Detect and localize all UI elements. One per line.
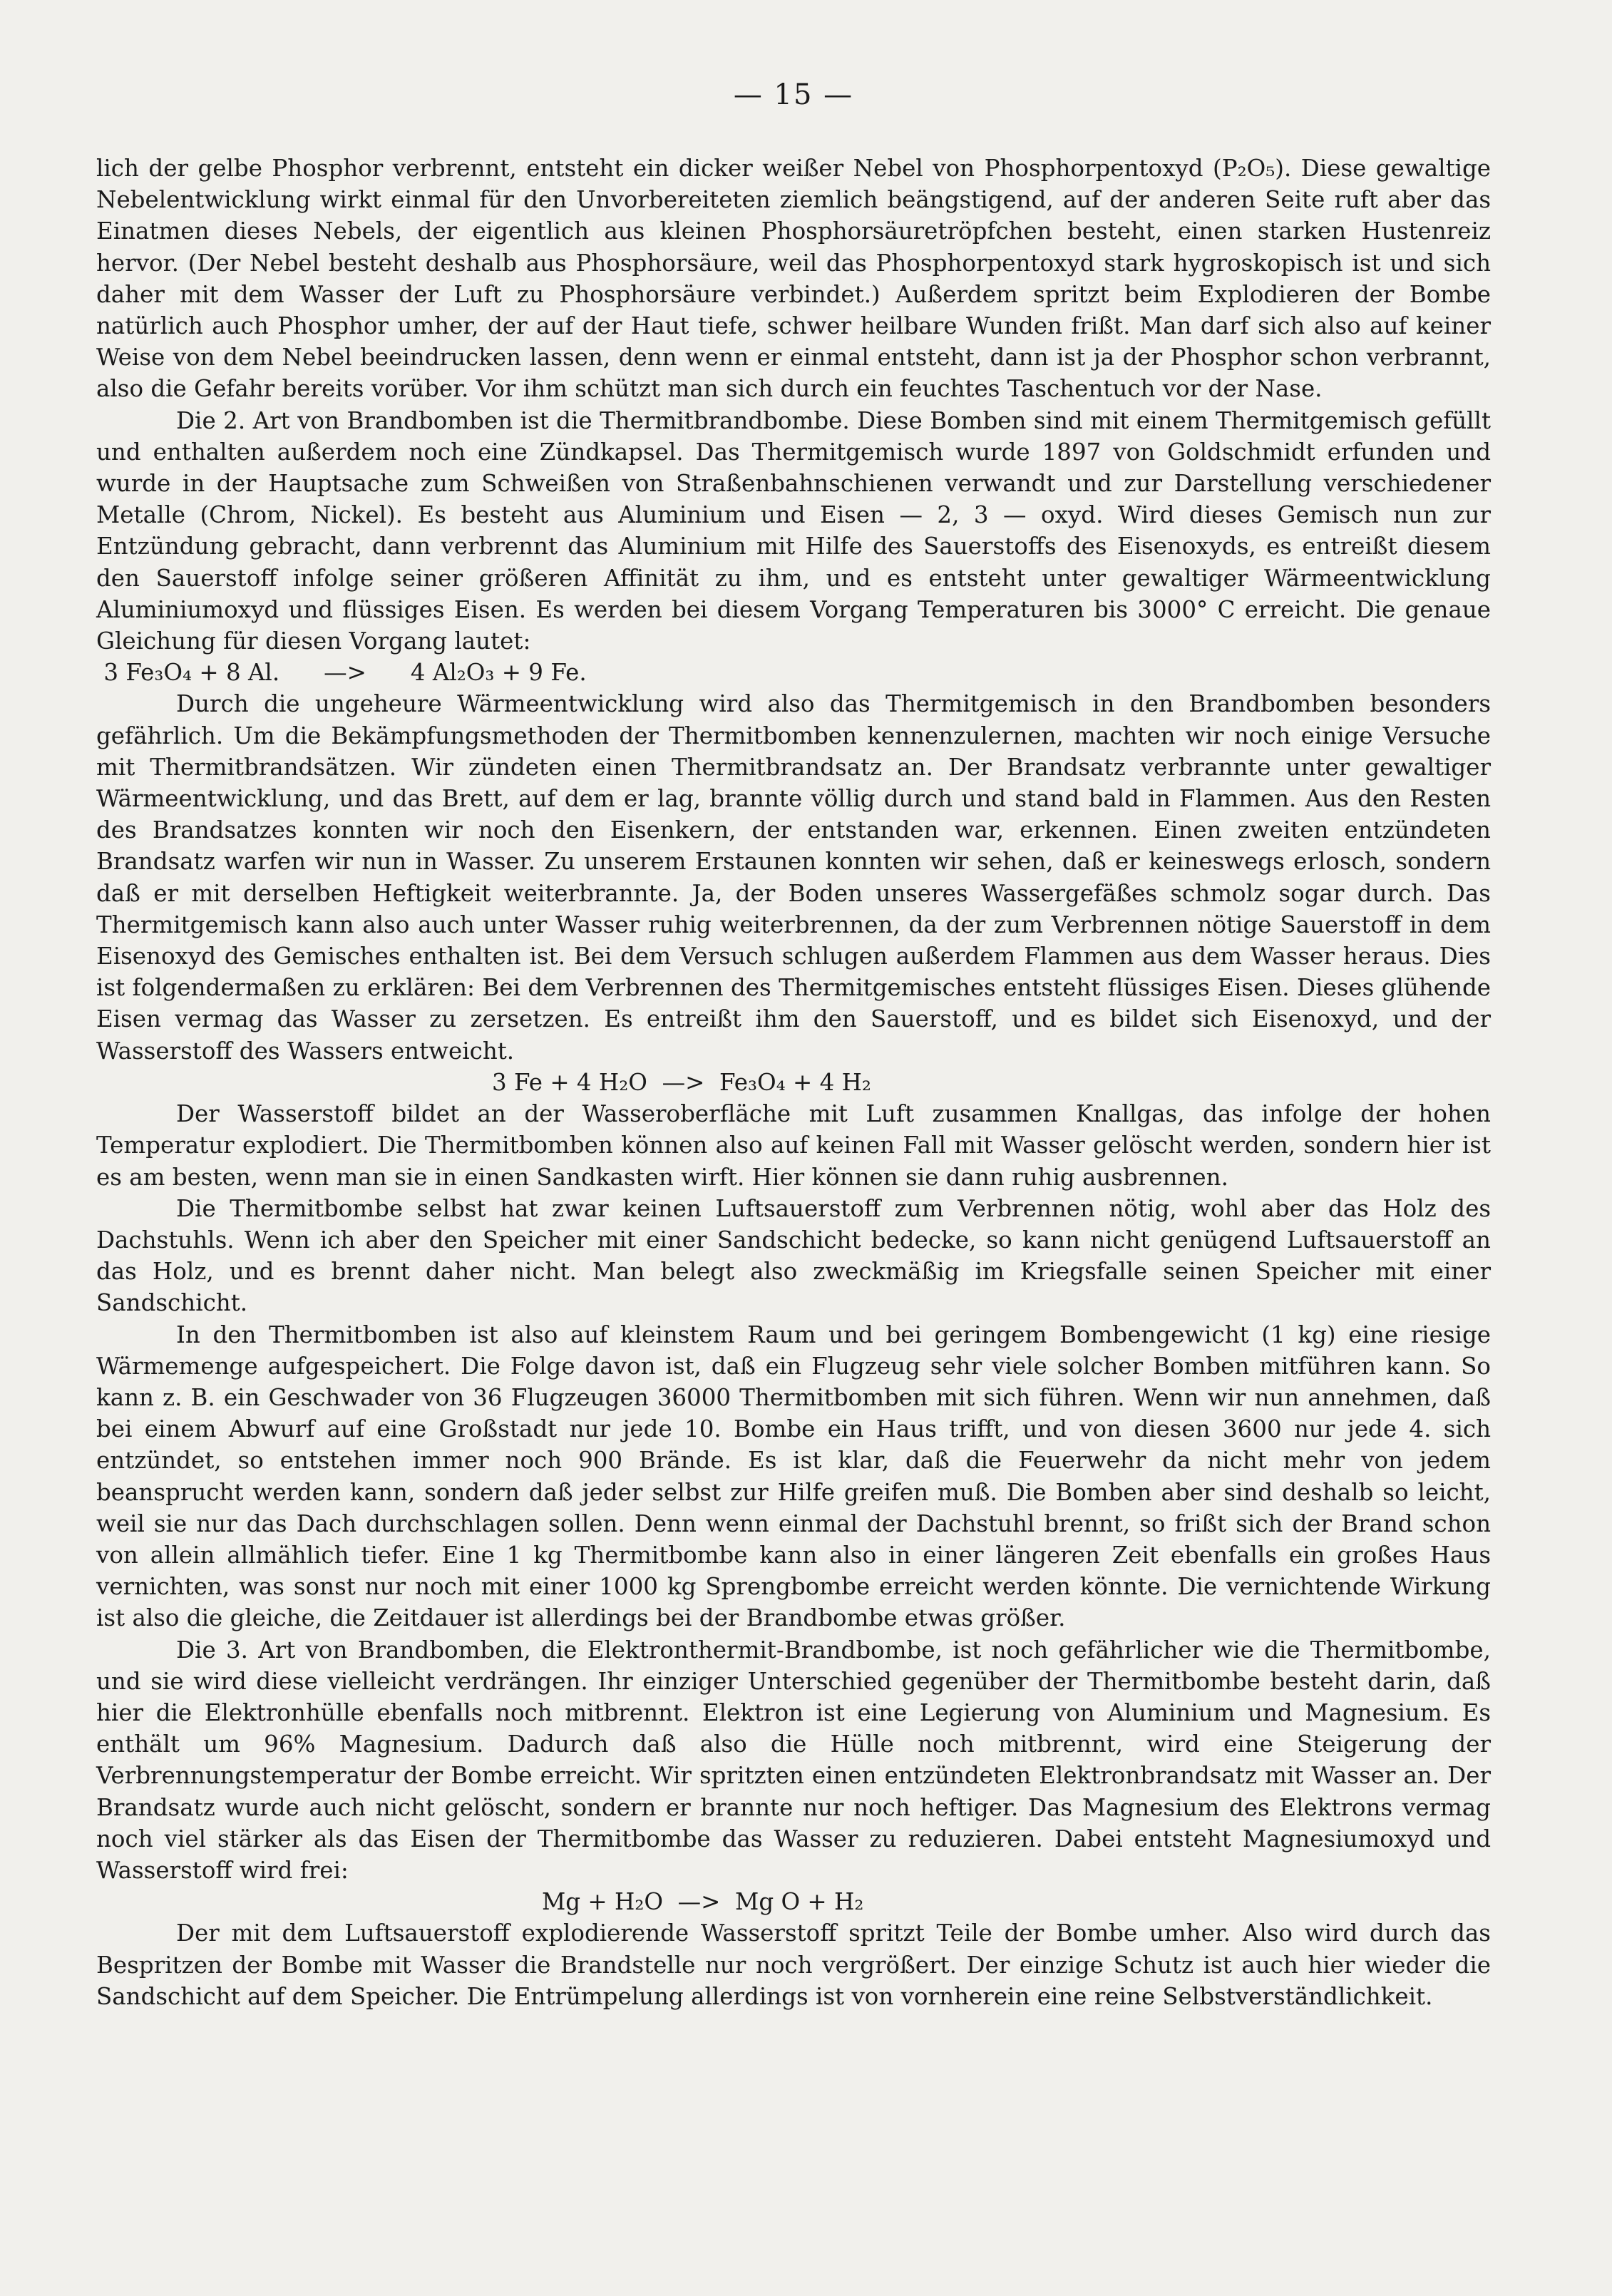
paragraph-thermitbrandbombe: Die 2. Art von Brandbomben ist die Thermitbrandbombe. Diese Bomben sind mit einem Thermitgemisch gefüllt und enthalten außerdem noch eine Zündkapsel. Das Thermitgemisch wurde 1897 von Goldschmidt erfunden und wurde in der Hauptsache zum Schweißen von Straßenbahnschienen verwandt und zur Darstellung verschiedener Metalle (Chrom, Nickel). Es besteht aus Aluminium und Eisen — 2, 3 — oxyd. Wird dieses Gemisch nun zur Entzündung gebracht, dann verbrennt das Aluminium mit Hilfe des Sauerstoffs des Eisenoxyds, es entreißt diesem den Sauerstoff infolge seiner größeren Affinität zu ihm, und es entsteht unter gewaltiger Wärmeentwicklung Aluminiumoxyd und flüssiges Eisen. Es werden bei diesem Vorgang Temperaturen bis 3000° C erreicht. Die genaue Gleichung für diesen Vorgang lautet: [96, 406, 1491, 655]
page-number: — 15 — [733, 78, 854, 111]
paragraph-elektronthermit: Die 3. Art von Brandbomben, die Elektronthermit-Brandbombe, ist noch gefährlicher wie die Thermitbombe, und sie wird diese vielleicht verdrängen. Ihr einziger Unterschied gegenüber der Thermitbombe besteht darin, daß hier die Elektronhülle ebenfalls noch mitbrennt. Elektron ist eine Legierung von Aluminium und Magnesium. Es enthält um 96% Magnesium. Dadurch daß also die Hülle noch mitbrennt, wird eine Steigerung der Verbrennungstemperatur der Bombe erreicht. Wir spritzten einen entzündeten Elektronbrandsatz mit Wasser an. Der Brandsatz wurde auch nicht gelöscht, sondern er brannte nur noch heftiger. Das Magnesium des Elektrons vermag noch viel stärker als das Eisen der Thermitbombe das Wasser zu reduzieren. Dabei entsteht Magnesiumoxyd und Wasserstoff wird frei: [96, 1636, 1491, 1884]
paragraph-phosphor-nebel: lich der gelbe Phosphor verbrennt, entsteht ein dicker weißer Nebel von Phosphorpentoxyd (P₂O₅). Diese gewaltige Nebelentwicklung wirkt einmal für den Unvorbereiteten ziemlich beängstigend, auf der anderen Seite ruft aber das Einatmen dieses Nebels, der eigentlich aus kleinen Phosphorsäuretröpfchen besteht, einen starken Hustenreiz hervor. (Der Nebel besteht deshalb aus Phosphorsäure, weil das Phosphorpentoxyd stark hygroskopisch ist und sich daher mit dem Wasser der Luft zu Phosphorsäure verbindet.) Außerdem spritzt beim Explodieren der Bombe natürlich auch Phosphor umher, der auf der Haut tiefe, schwer heilbare Wunden frißt. Man darf sich also auf keiner Weise von dem Nebel beeindrucken lassen, denn wenn er einmal entsteht, dann ist ja der Phosphor schon verbrannt, also die Gefahr bereits vorüber. Vor ihm schützt man sich durch ein feuchtes Taschentuch vor der Nase. [96, 155, 1491, 403]
equation-thermit-reaction: 3 Fe₃O₄ + 8 Al. —> 4 Al₂O₃ + 9 Fe. [96, 659, 587, 687]
equation-eisen-wasser: 3 Fe + 4 H₂O —> Fe₃O₄ + 4 H₂ [492, 1068, 871, 1096]
paragraph-bombengewicht: In den Thermitbomben ist also auf kleinstem Raum und bei geringem Bombengewicht (1 kg) eine riesige Wärmemenge aufgespeichert. Die Folge davon ist, daß ein Flugzeug sehr viele solcher Bomben mitführen kann. So kann z. B. ein Geschwader von 36 Flugzeugen 36000 Thermitbomben mit sich führen. Wenn wir nun annehmen, daß bei einem Abwurf auf eine Großstadt nur jede 10. Bombe ein Haus trifft, und von diesen 3600 nur jede 4. sich entzündet, so entstehen immer noch 900 Brände. Es ist klar, daß die Feuerwehr da nicht mehr von jedem beansprucht werden kann, sondern daß jeder selbst zur Hilfe greifen muß. Die Bomben aber sind deshalb so leicht, weil sie nur das Dach durchschlagen sollen. Denn wenn einmal der Dachstuhl brennt, so frißt sich der Brand schon von allein allmählich tiefer. Eine 1 kg Thermitbombe kann also in einer längeren Zeit ebenfalls ein großes Haus vernichten, was sonst nur noch mit einer 1000 kg Sprengbombe erreicht werden könnte. Die vernichtende Wirkung ist also die gleiche, die Zeitdauer ist allerdings bei der Brandbombe etwas größer. [96, 1321, 1491, 1632]
paragraph-knallgas: Der Wasserstoff bildet an der Wasseroberfläche mit Luft zusammen Knallgas, das infolge der hohen Temperatur explodiert. Die Thermitbomben können also auf keinen Fall mit Wasser gelöscht werden, sondern hier ist es am besten, wenn man sie in einen Sandkasten wirft. Hier können sie dann ruhig ausbrennen. [96, 1100, 1491, 1191]
paragraph-dachstuhl-sandschicht: Die Thermitbombe selbst hat zwar keinen Luftsauerstoff zum Verbrennen nötig, wohl aber das Holz des Dachstuhls. Wenn ich aber den Speicher mit einer Sandschicht bedecke, so kann nicht genügend Luftsauerstoff an das Holz, und es brennt daher nicht. Man belegt also zweckmäßig im Kriegsfalle seinen Speicher mit einer Sandschicht. [96, 1194, 1491, 1317]
paragraph-waermeentwicklung-versuche: Durch die ungeheure Wärmeentwicklung wird also das Thermitgemisch in den Brandbomben besonders gefährlich. Um die Bekämpfungsmethoden der Thermitbomben kennenzulernen, machten wir noch einige Versuche mit Thermitbrandsätzen. Wir zündeten einen Thermitbrandsatz an. Der Brandsatz verbrannte unter gewaltiger Wärmeentwicklung, und das Brett, auf dem er lag, brannte völlig durch und stand bald in Flammen. Aus den Resten des Brandsatzes konnten wir noch den Eisenkern, der entstanden war, erkennen. Einen zweiten entzündeten Brandsatz warfen wir nun in Wasser. Zu unserem Erstaunen konnten wir sehen, daß er keineswegs erlosch, sondern daß er mit derselben Heftigkeit weiterbrannte. Ja, der Boden unseres Wassergefäßes schmolz sogar durch. Das Thermitgemisch kann also auch unter Wasser ruhig weiterbrennen, da der zum Verbrennen nötige Sauerstoff in dem Eisenoxyd des Gemisches enthalten ist. Bei dem Versuch schlugen außerdem Flammen aus dem Wasser heraus. Dies ist folgendermaßen zu erklären: Bei dem Verbrennen des Thermitgemisches entsteht flüssiges Eisen. Dieses glühende Eisen vermag das Wasser zu zersetzen. Es entreißt ihm den Sauerstoff, und es bildet sich Eisenoxyd, und der Wasserstoff des Wassers entweicht. [96, 690, 1491, 1065]
paragraph-schutz-sandschicht: Der mit dem Luftsauerstoff explodierende Wasserstoff spritzt Teile der Bombe umher. Also wird durch das Bespritzen der Bombe mit Wasser die Brandstelle nur noch vergrößert. Der einzige Schutz ist auch hier wieder die Sandschicht auf dem Speicher. Die Entrümpelung allerdings ist von vornherein eine reine Selbstverständlichkeit. [96, 1920, 1491, 2010]
equation-magnesium-wasser: Mg + H₂O —> Mg O + H₂ [542, 1888, 864, 1916]
